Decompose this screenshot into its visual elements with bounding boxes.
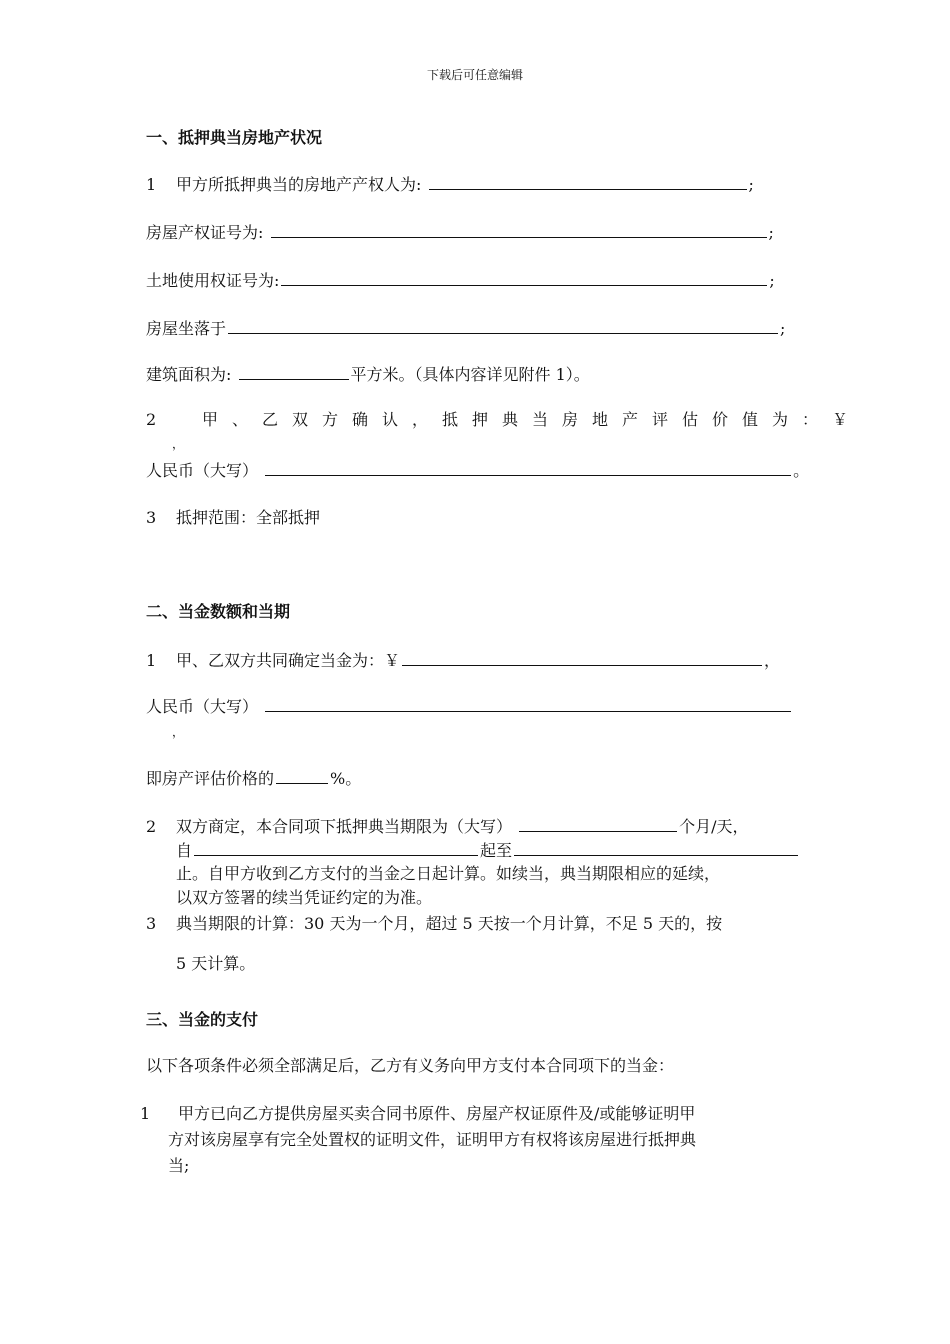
s2-item-2-line-4: 以双方签署的续当凭证约定的为准。 bbox=[176, 888, 433, 907]
period: 。 bbox=[793, 461, 810, 480]
land-label: 土地使用权证号为: bbox=[146, 271, 280, 290]
cert-number-blank[interactable] bbox=[271, 222, 767, 238]
item-text: 甲、乙双方共同确定当金为：￥ bbox=[176, 651, 401, 670]
s3-item-1 bbox=[140, 1104, 695, 1124]
item-number: 3 bbox=[146, 508, 157, 527]
percent-label: 即房产评估价格的 bbox=[146, 769, 275, 788]
cert-label: 房屋产权证号为: bbox=[146, 223, 264, 242]
item-number: 1 bbox=[140, 1104, 151, 1123]
s1-cert-line bbox=[146, 222, 774, 243]
comma: ， bbox=[172, 725, 185, 739]
location-blank[interactable] bbox=[228, 318, 778, 334]
location-label: 房屋坐落于 bbox=[146, 319, 227, 338]
land-number-blank[interactable] bbox=[281, 270, 767, 286]
term-blank[interactable] bbox=[519, 816, 677, 832]
s2-item-2 bbox=[146, 816, 749, 837]
s3-item-1-line-2: 方对该房屋享有完全处置权的证明文件，证明甲方有权将该房屋进行抵押典 bbox=[168, 1130, 697, 1149]
semicolon: ; bbox=[768, 223, 774, 242]
amount-blank[interactable] bbox=[402, 650, 762, 666]
comma: ， bbox=[172, 437, 185, 451]
s2-item-3-line-2: 5 天计算。 bbox=[176, 954, 256, 973]
item-number: 1 bbox=[146, 651, 157, 670]
comma: ， bbox=[764, 651, 781, 670]
s1-land-line bbox=[146, 270, 775, 291]
start-date-blank[interactable] bbox=[194, 840, 478, 856]
s1-rmb-line bbox=[146, 460, 809, 481]
area-label: 建筑面积为: bbox=[146, 365, 232, 384]
semicolon: ; bbox=[748, 175, 754, 194]
s1-item-2 bbox=[146, 410, 862, 430]
s3-item-1-line-3: 当; bbox=[168, 1156, 190, 1175]
s3-intro: 以下各项条件必须全部满足后，乙方有义务向甲方支付本合同项下的当金： bbox=[146, 1056, 675, 1075]
s1-area-line bbox=[146, 364, 590, 385]
percent-unit: %。 bbox=[330, 769, 362, 788]
from-label: 自 bbox=[176, 841, 193, 860]
s2-percent-line bbox=[146, 768, 361, 789]
s2-item-3 bbox=[146, 914, 722, 934]
s2-item-1 bbox=[146, 650, 780, 671]
s2-date-line bbox=[176, 840, 800, 861]
item-line-1: 甲方已向乙方提供房屋买卖合同书原件、房屋产权证原件及/或能够证明甲 bbox=[178, 1104, 696, 1123]
end-date-blank[interactable] bbox=[514, 840, 798, 856]
item-text: 甲方所抵押典当的房地产产权人为: bbox=[176, 175, 422, 194]
rmb-label: 人民币（大写） bbox=[146, 697, 259, 716]
rmb-blank[interactable] bbox=[265, 696, 791, 712]
rmb-label: 人民币（大写） bbox=[146, 461, 259, 480]
section-1-title: 一、抵押典当房地产状况 bbox=[146, 128, 323, 147]
s2-item-2-line-3: 止。自甲方收到乙方支付的当金之日起计算。如续当，典当期限相应的延续， bbox=[176, 864, 721, 883]
s1-item-1 bbox=[146, 174, 754, 195]
percent-blank[interactable] bbox=[276, 768, 328, 784]
area-blank[interactable] bbox=[239, 364, 349, 380]
area-unit: 平方米。（具体内容详见附件 1）。 bbox=[350, 365, 590, 384]
semicolon: ; bbox=[769, 271, 775, 290]
item-number: 1 bbox=[146, 175, 157, 194]
item-number: 2 bbox=[146, 410, 157, 429]
s1-location-line bbox=[146, 318, 785, 339]
item-text: 双方商定，本合同项下抵押典当期限为（大写） bbox=[176, 817, 513, 836]
term-unit: 个月/天， bbox=[679, 817, 749, 836]
section-2-title: 二、当金数额和当期 bbox=[146, 602, 291, 621]
s2-rmb-line bbox=[146, 696, 793, 717]
item-number: 3 bbox=[146, 914, 157, 933]
page-header: 下载后可任意编辑 bbox=[426, 68, 523, 82]
to-label: 起至 bbox=[480, 841, 513, 860]
item-text: 甲、乙双方确认，抵押典当房地产评估价值为：￥ bbox=[202, 410, 863, 429]
item-text: 典当期限的计算：30 天为一个月，超过 5 天按一个月计算，不足 5 天的，按 bbox=[176, 914, 723, 933]
owner-blank[interactable] bbox=[429, 174, 747, 190]
s1-item-3 bbox=[146, 508, 320, 528]
item-text: 抵押范围：全部抵押 bbox=[176, 508, 321, 527]
section-3-title: 三、当金的支付 bbox=[146, 1010, 259, 1029]
semicolon: ; bbox=[780, 319, 786, 338]
item-number: 2 bbox=[146, 817, 157, 836]
rmb-blank[interactable] bbox=[265, 460, 791, 476]
